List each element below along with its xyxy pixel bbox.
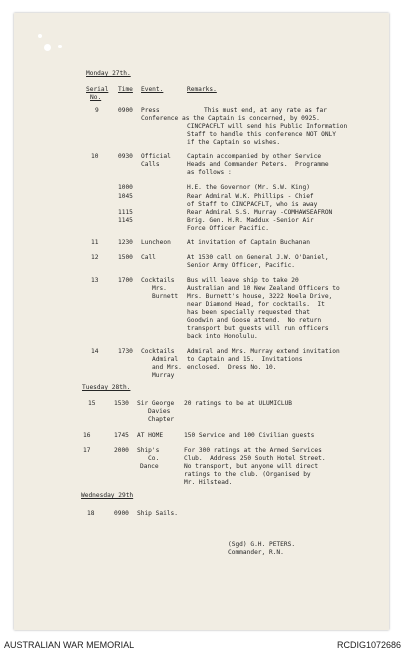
monday-heading: Monday 27th. — [86, 70, 131, 77]
event-cell: Murray — [152, 372, 175, 379]
remarks-line: Staff to handle this conference NOT ONLY — [187, 131, 337, 138]
remarks-line: This must end, at any rate as far — [204, 107, 327, 114]
remarks-line: CINCPACFLT will send his Public Information — [187, 123, 348, 130]
event-cell: Sir George — [137, 400, 175, 407]
event-cell: Dance — [140, 463, 159, 470]
remarks-line: Senior Army Officer, Pacific. — [187, 262, 296, 269]
remarks-line: At invitation of Captain Buchanan — [187, 239, 310, 246]
remarks-line: For 300 ratings at the Armed Services — [184, 447, 322, 454]
time-cell: 1145 — [118, 217, 133, 224]
event-cell: Chapter — [148, 416, 175, 423]
remarks-line: At 1530 call on General J.W. O'Daniel, — [187, 254, 329, 261]
event-cell: Mrs. — [152, 285, 167, 292]
remarks-line: near Diamond Head, for cocktails. It — [187, 301, 325, 308]
event-cell: Co. — [148, 455, 160, 462]
time-cell: 1045 — [118, 193, 133, 200]
remarks-line: if the Captain so wishes. — [187, 139, 281, 146]
serial-number: 15 — [88, 400, 96, 407]
remarks-line: transport but guests will run officers — [187, 325, 329, 332]
remarks-line: Mrs. Burnett's house, 3222 Noela Drive, — [187, 293, 333, 300]
remarks-line: Captain accompanied by other Service — [187, 153, 322, 160]
remarks-line: Goodwin and Goose attend. No return — [187, 317, 322, 324]
remarks-line: Brig. Gen. H.R. Maddux -Senior Air — [187, 217, 314, 224]
remarks-line: Club. Address 250 South Hotel Street. — [184, 455, 326, 462]
event-cell: Press — [141, 107, 160, 114]
remarks-line: 150 Service and 100 Civilian guests — [184, 432, 315, 439]
time-cell: 1700 — [118, 277, 133, 284]
serial-number: 16 — [83, 432, 91, 439]
time-cell: 1530 — [114, 400, 129, 407]
remarks-line: ratings to the club. (Organised by — [184, 471, 311, 478]
remarks-line: 20 ratings to be at ULUMICLUB — [184, 400, 293, 407]
event-cell: Ship Sails. — [137, 510, 178, 517]
remarks-line: Conference as the Captain is concerned, by 0925. — [141, 115, 320, 122]
event-cell: Ship's — [137, 447, 160, 454]
time-cell: 1230 — [118, 239, 133, 246]
remarks-line: Bus will leave ship to take 20 — [187, 277, 299, 284]
time-cell: 1745 — [114, 432, 129, 439]
time-cell: 0900 — [118, 107, 133, 114]
record-id: RCDIG1072686 — [336, 640, 401, 650]
punch-hole — [44, 44, 51, 51]
punch-hole — [58, 45, 62, 48]
serial-number: 11 — [91, 239, 99, 246]
serial-number: 13 — [91, 277, 99, 284]
remarks-line: enclosed. Dress No. 10. — [187, 364, 277, 371]
event-cell: Burnett — [152, 293, 179, 300]
remarks-line: Australian and 10 New Zealand Officers to — [187, 285, 340, 292]
serial-number: 14 — [91, 348, 99, 355]
event-cell: AT HOME — [137, 432, 164, 439]
serial-number: 10 — [91, 153, 99, 160]
signature-line: (Sgd) G.H. PETERS. — [228, 541, 296, 548]
time-cell: 0900 — [114, 510, 129, 517]
remarks-line: has been specially requested that — [187, 309, 310, 316]
remarks-line: Mr. Hilstead. — [184, 479, 233, 486]
remarks-line: Admiral and Mrs. Murray extend invitation — [187, 348, 340, 355]
col-event-header: Event. — [141, 86, 164, 93]
wednesday-heading: Wednesday 29th — [81, 492, 134, 499]
time-cell: 0930 — [118, 153, 133, 160]
event-cell: Admiral — [152, 356, 179, 363]
col-time-header: Time — [118, 86, 133, 93]
serial-number: 17 — [83, 447, 91, 454]
time-cell: 1500 — [118, 254, 133, 261]
time-cell: 1730 — [118, 348, 133, 355]
col-no-header: No. — [90, 94, 102, 101]
archive-footer-label: AUSTRALIAN WAR MEMORIAL — [4, 640, 135, 650]
remarks-line: Rear Admiral S.S. Murray -COMHAWSEAFRON — [187, 209, 333, 216]
punch-hole — [38, 34, 42, 38]
event-cell: Cocktails — [141, 348, 175, 355]
remarks-line: back into Honolulu. — [187, 333, 258, 340]
serial-number: 18 — [87, 510, 95, 517]
time-cell: 1000 — [118, 184, 133, 191]
remarks-line: Heads and Commander Peters. Programme — [187, 161, 329, 168]
col-serial-header: Serial — [86, 86, 109, 93]
serial-number: 9 — [95, 107, 99, 114]
remarks-line: Rear Admiral W.K. Phillips - Chief — [187, 193, 314, 200]
event-cell: and Mrs. — [152, 364, 182, 371]
remarks-line: as follows : — [187, 169, 232, 176]
remarks-line: H.E. the Governor (Mr. S.W. King) — [187, 184, 310, 191]
time-cell: 2000 — [114, 447, 129, 454]
event-cell: Luncheon — [141, 239, 171, 246]
event-cell: Official — [141, 153, 171, 160]
serial-number: 12 — [91, 254, 99, 261]
event-cell: Calls — [141, 161, 160, 168]
remarks-line: to Captain and 15. Invitations — [187, 356, 303, 363]
remarks-line: of Staff to CINCPACFLT, who is away — [187, 201, 318, 208]
event-cell: Call — [141, 254, 156, 261]
remarks-line: Force Officer Pacific. — [187, 225, 269, 232]
event-cell: Davies — [148, 408, 171, 415]
event-cell: Cocktails — [141, 277, 175, 284]
remarks-line: No transport, but anyone will direct — [184, 463, 319, 470]
col-remarks-header: Remarks. — [187, 86, 217, 93]
signature-title: Commander, R.N. — [228, 549, 284, 556]
time-cell: 1115 — [118, 209, 133, 216]
tuesday-heading: Tuesday 28th. — [82, 384, 131, 391]
